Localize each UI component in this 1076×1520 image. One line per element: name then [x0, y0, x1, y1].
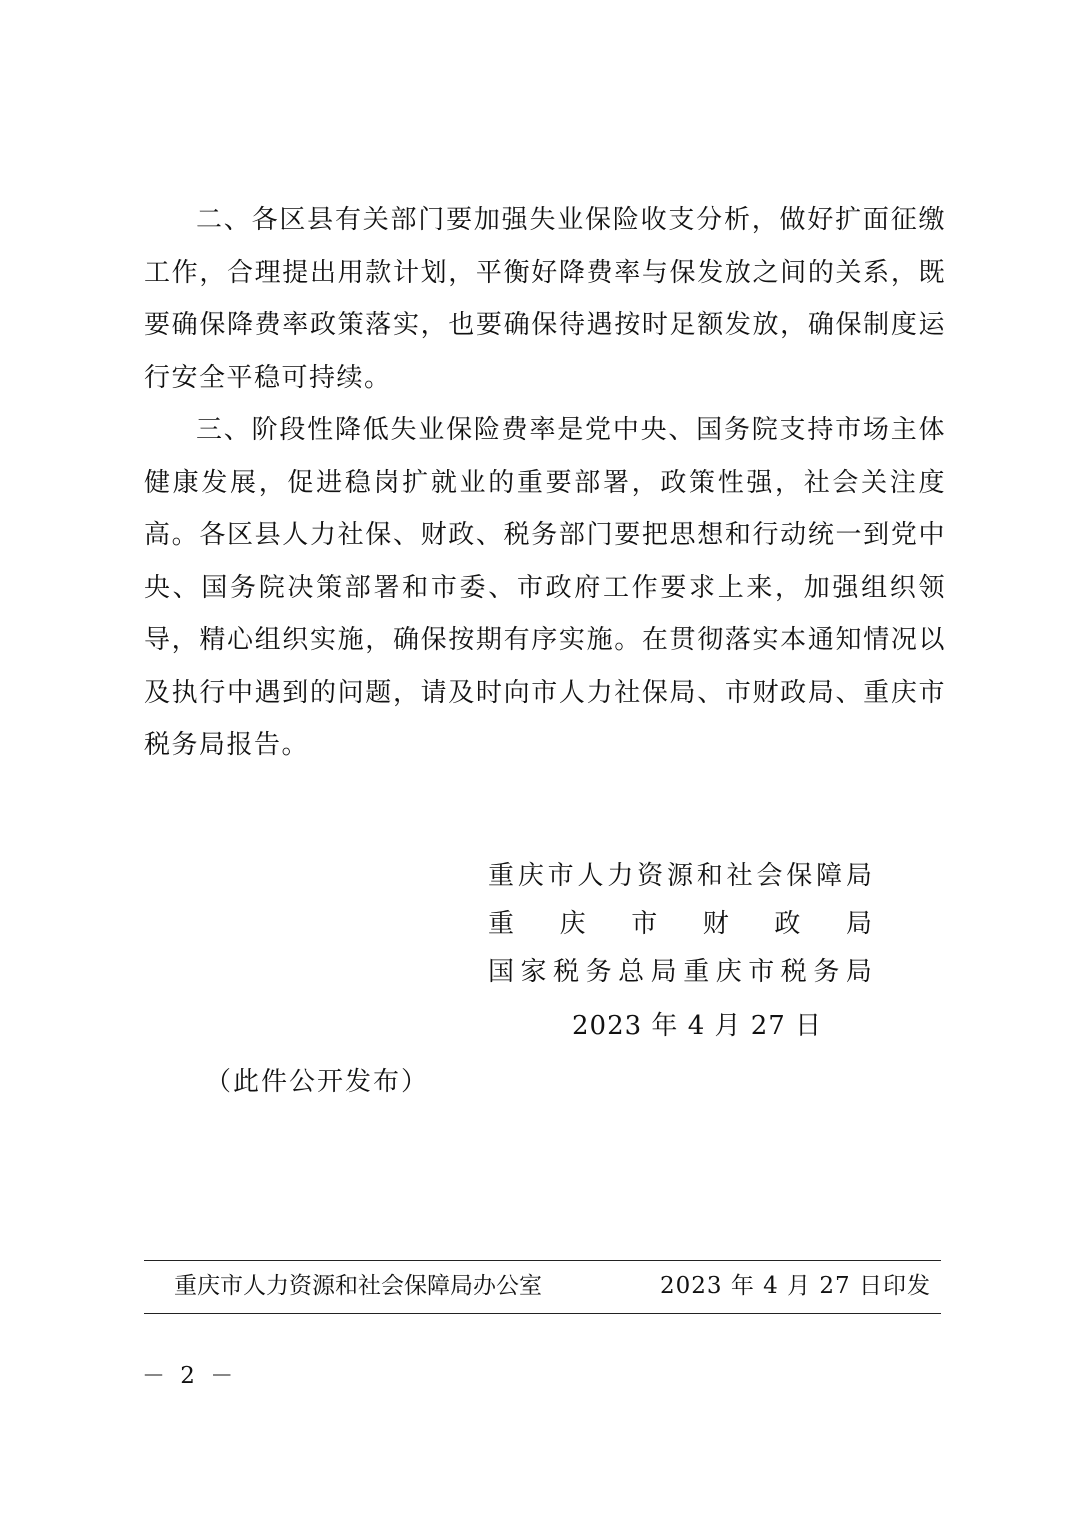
- footer-rule-bottom: [144, 1313, 941, 1314]
- issuer-char: 重: [683, 957, 710, 987]
- footer-rule-top: [144, 1260, 941, 1261]
- issuer-line: [488, 948, 872, 996]
- issuer-char: 财: [702, 909, 729, 939]
- print-date: 2023 年 4 月 27 日印发: [660, 1273, 931, 1299]
- paragraph-item-3: 三、阶段性降低失业保险费率是党中央、国务院支持市场主体健康发展，促进稳岗扩就业的重要部署，政策性强，社会关注度高。各区县人力社保、财政、税务部门要把思想和行动统一到党中央、国务院决策部署和市委、市政府工作要求上来，加强组织领导，精心组织实施，确保按期有序实施。在贯彻落实本通知情况以及执行中遇到的问题，请及时向市人力社保局、市财政局、重庆市税务局报告。: [144, 415, 946, 760]
- issuer-char: 国: [488, 957, 515, 987]
- issuer-char: 会: [756, 861, 783, 891]
- signature-date: 2023 年 4 月 27 日: [572, 1011, 823, 1041]
- issuer-char: 庆: [715, 957, 742, 987]
- issuer-char: 市: [547, 861, 574, 891]
- issuer-char: 重: [488, 861, 515, 891]
- issuer-char: 局: [845, 957, 872, 987]
- issuer-char: 资: [637, 861, 664, 891]
- issuer-char: 政: [774, 909, 801, 939]
- issuer-char: 总: [618, 957, 645, 987]
- issuer-char: 税: [780, 957, 807, 987]
- issuer-char: 庆: [559, 909, 586, 939]
- issuer-char: 社: [726, 861, 753, 891]
- issuer-line: [488, 852, 872, 900]
- issuer-char: 务: [585, 957, 612, 987]
- issuer-char: 源: [666, 861, 693, 891]
- issuer-char: 重: [488, 909, 515, 939]
- issuer-char: 保: [786, 861, 813, 891]
- issuer-char: 局: [650, 957, 677, 987]
- issuer-char: 市: [631, 909, 658, 939]
- document-body: [144, 194, 946, 772]
- issuer-char: 务: [813, 957, 840, 987]
- paragraph-item-2: 二、各区县有关部门要加强失业保险收支分析，做好扩面征缴工作，合理提出用款计划，平衡好降费率与保发放之间的关系，既要确保降费率政策落实，也要确保待遇按时足额发放，确保制度运行安全平稳可持续。: [144, 205, 946, 393]
- issuer-char: 人: [577, 861, 604, 891]
- print-office: 重庆市人力资源和社会保障局办公室: [174, 1273, 542, 1299]
- issuer-char: 局: [845, 861, 872, 891]
- issuer-line: [488, 900, 872, 948]
- issuer-char: 和: [696, 861, 723, 891]
- public-release-note: （此件公开发布）: [205, 1067, 430, 1097]
- signature-block: [488, 852, 872, 996]
- issuer-char: 市: [748, 957, 775, 987]
- page-number: － 2 －: [142, 1363, 238, 1389]
- issuer-char: 局: [845, 909, 872, 939]
- issuer-char: 力: [607, 861, 634, 891]
- issuer-char: 障: [816, 861, 843, 891]
- issuer-char: 税: [553, 957, 580, 987]
- issuer-char: 庆: [517, 861, 544, 891]
- issuer-char: 家: [520, 957, 547, 987]
